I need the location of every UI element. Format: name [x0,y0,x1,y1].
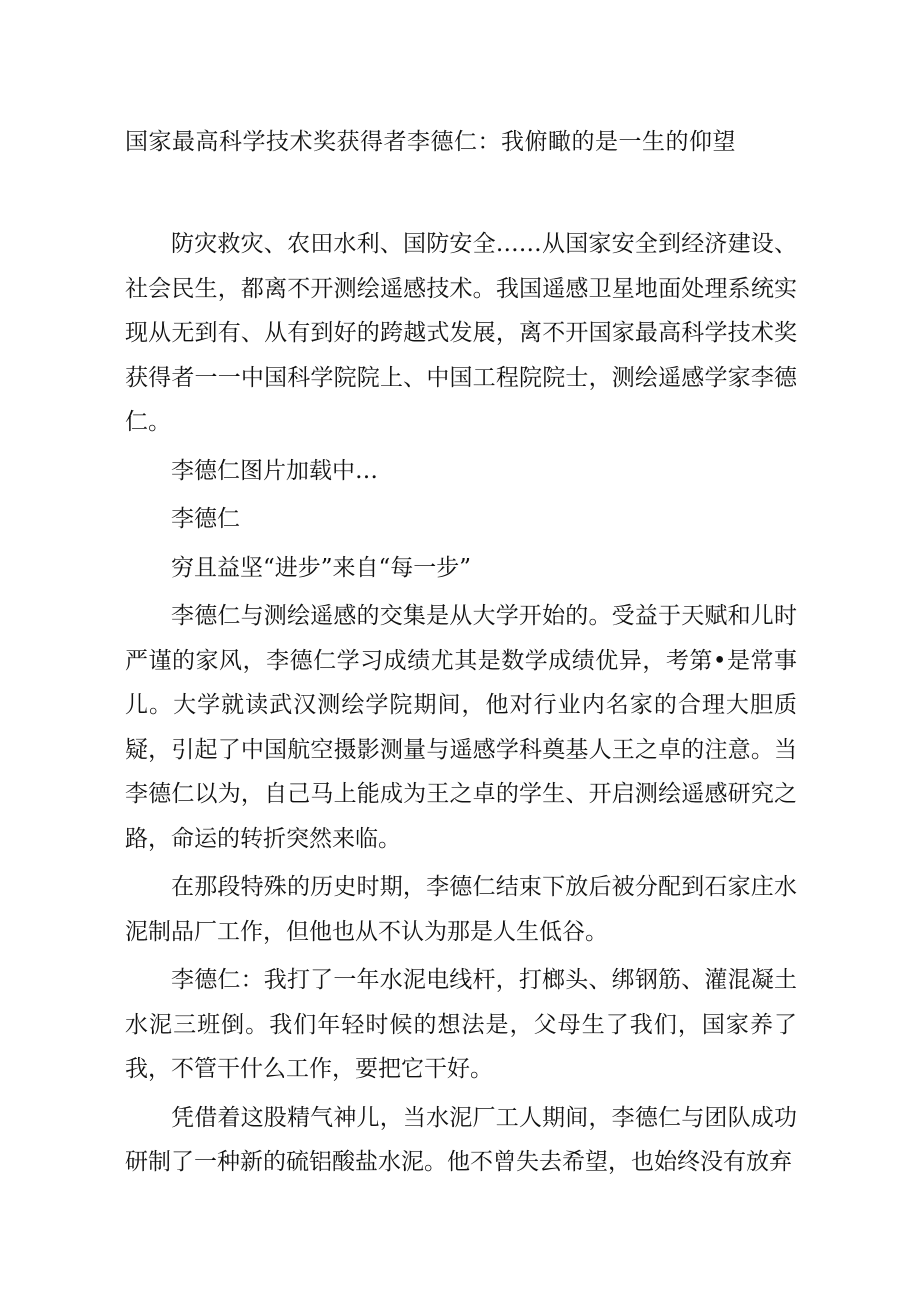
paragraph-factory: 在那段特殊的历史时期，李德仁结束下放后被分配到石家庄水泥制品厂工作，但他也从不认为那是人生低谷。 [125,874,797,945]
document-page [125,126,797,1189]
paragraph-quote: 李德仁：我打了一年水泥电线杆，打榔头、绑钢筋、灌混凝土水泥三班倒。我们年轻时候的想法是，父母生了我们，国家养了我，不管干什么工作，要把它干好。 [125,967,797,1082]
image-loading-caption: 李德仁图片加载中… [171,457,378,484]
paragraph-cement: 凭借着这股精气神儿，当水泥厂工人期间，李德仁与团队成功研制了一种新的硫铝酸盐水泥。他不曾失去希望，也始终没有放弃 [125,1104,797,1175]
paragraph-university: 李德仁与测绘遥感的交集是从大学开始的。受益于天赋和儿时严谨的家风，李德仁学习成绩尤其是数学成绩优异，考第•是常事儿。大学就读武汉测绘学院期间，他对行业内名家的合理大胆质疑，引起了中国航空摄影测量与遥感学科奠基人王之卓的注意。当李德仁以为，自己马上能成为王之卓的学生、开启测绘遥感研究之路，命运的转折突然来临。 [125,603,797,852]
section-heading: 穷且益坚“进步”来自“每一步” [171,554,472,581]
image-caption-name: 李德仁 [171,506,240,532]
paragraph-intro: 防灾救灾、农田水利、国防安全……从国家安全到经济建设、社会民生，都离不开测绘遥感技术。我国遥感卫星地面处理系统实现从无到有、从有到好的跨越式发展，离不开国家最高科学技术奖获得者一一中国科学院院上、中国工程院院士，测绘遥感学家李德仁。 [125,231,797,435]
article-title: 国家最高科学技术奖获得者李德仁：我俯瞰的是一生的仰望 [125,129,736,155]
